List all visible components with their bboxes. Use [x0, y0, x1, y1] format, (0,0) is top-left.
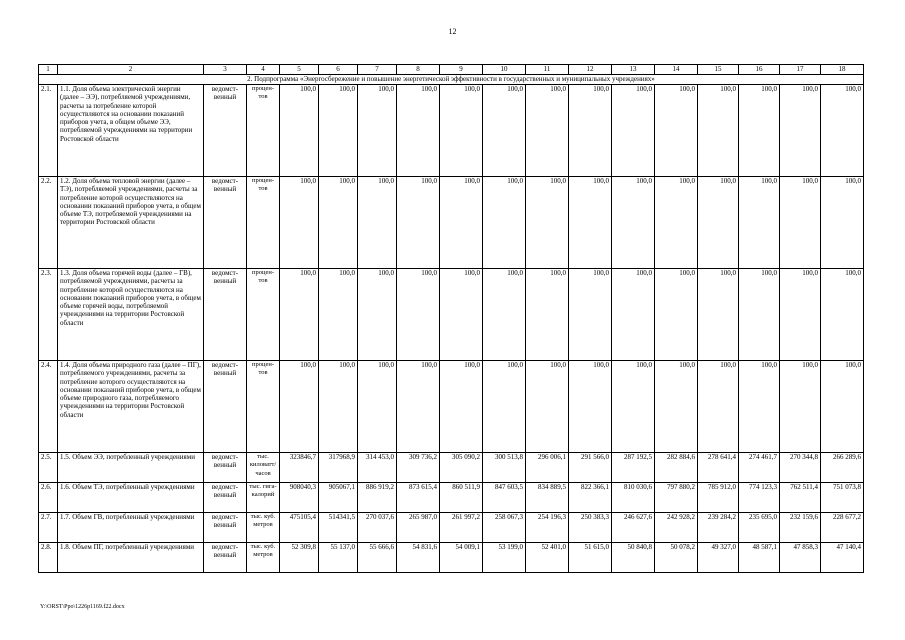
unit-of-measure: тыс. куб. метров	[247, 513, 280, 543]
value-cell: 908040,3	[280, 483, 319, 513]
value-cell: 55 666,6	[358, 543, 397, 573]
table-row	[39, 453, 864, 483]
header-cell: 3	[204, 65, 247, 75]
value-cell: 100,0	[319, 85, 358, 177]
value-cell: 847 603,5	[483, 483, 526, 513]
indicator-name: 1.1. Доля объема электрической энергии (далее – ЭЭ), потребляемой учреждениями, расчеты за потребление которой осуществляются на основании показаний приборов учета, в общем объеме ЭЭ, потребляемой учреждениями на территории Ростовской области	[58, 85, 204, 177]
unit-of-measure: процен- тов	[247, 269, 280, 361]
section-row	[39, 75, 864, 85]
value-cell: 100,0	[397, 361, 440, 453]
section-title: 2. Подпрограмма «Энергосбережение и повышение энергетической эффективности в государственных и муниципальных учреждениях»	[39, 75, 864, 85]
indicator-type: ведомст- венный	[204, 543, 247, 573]
value-cell: 100,0	[569, 85, 612, 177]
page-number: 12	[448, 27, 457, 36]
value-cell: 810 030,6	[612, 483, 655, 513]
value-cell: 100,0	[780, 85, 821, 177]
header-cell: 16	[739, 65, 780, 75]
indicators-table	[38, 64, 864, 573]
value-cell: 270 344,8	[780, 453, 821, 483]
header-cell: 14	[655, 65, 698, 75]
value-cell: 100,0	[280, 269, 319, 361]
value-cell: 100,0	[698, 85, 739, 177]
value-cell: 100,0	[526, 269, 569, 361]
value-cell: 305 090,2	[440, 453, 483, 483]
value-cell: 314 453,0	[358, 453, 397, 483]
value-cell: 100,0	[655, 177, 698, 269]
value-cell: 228 677,2	[821, 513, 864, 543]
row-number: 2.1.	[39, 85, 58, 177]
value-cell: 246 627,6	[612, 513, 655, 543]
table-row	[39, 513, 864, 543]
value-cell: 100,0	[358, 177, 397, 269]
value-cell: 258 067,3	[483, 513, 526, 543]
row-number: 2.6.	[39, 483, 58, 513]
value-cell: 100,0	[780, 177, 821, 269]
value-cell: 300 513,8	[483, 453, 526, 483]
value-cell: 100,0	[739, 177, 780, 269]
value-cell: 100,0	[821, 177, 864, 269]
value-cell: 100,0	[319, 361, 358, 453]
value-cell: 261 997,2	[440, 513, 483, 543]
value-cell: 100,0	[397, 177, 440, 269]
value-cell: 785 912,0	[698, 483, 739, 513]
indicator-name: 1.2. Доля объема тепловой энергии (далее – ТЭ), потребляемой учреждениями, расчеты за потребление которой осуществляются на основании показаний приборов учета, в общем объеме ТЭ, потребляемой учреждениями на территории Ростовской области	[58, 177, 204, 269]
value-cell: 274 461,7	[739, 453, 780, 483]
value-cell: 100,0	[319, 177, 358, 269]
header-row	[39, 65, 864, 75]
value-cell: 250 383,3	[569, 513, 612, 543]
value-cell: 100,0	[612, 361, 655, 453]
row-number: 2.4.	[39, 361, 58, 453]
value-cell: 834 889,5	[526, 483, 569, 513]
value-cell: 100,0	[483, 85, 526, 177]
value-cell: 254 196,3	[526, 513, 569, 543]
value-cell: 232 159,6	[780, 513, 821, 543]
indicator-type: ведомст- венный	[204, 269, 247, 361]
value-cell: 100,0	[655, 361, 698, 453]
header-cell: 7	[358, 65, 397, 75]
table-row	[39, 361, 864, 453]
value-cell: 100,0	[526, 85, 569, 177]
value-cell: 242 928,2	[655, 513, 698, 543]
value-cell: 100,0	[612, 269, 655, 361]
indicator-type: ведомст- венный	[204, 85, 247, 177]
indicator-name: 1.6. Объем ТЭ, потребленный учреждениями	[58, 483, 204, 513]
header-cell: 13	[612, 65, 655, 75]
value-cell: 100,0	[483, 177, 526, 269]
row-number: 2.7.	[39, 513, 58, 543]
value-cell: 54 831,6	[397, 543, 440, 573]
value-cell: 905067,1	[319, 483, 358, 513]
value-cell: 100,0	[780, 269, 821, 361]
value-cell: 100,0	[397, 269, 440, 361]
unit-of-measure: тыс. киловатт/ часов	[247, 453, 280, 483]
value-cell: 287 192,5	[612, 453, 655, 483]
value-cell: 475105,4	[280, 513, 319, 543]
value-cell: 296 006,1	[526, 453, 569, 483]
unit-of-measure: тыс. куб. метров	[247, 543, 280, 573]
value-cell: 100,0	[483, 361, 526, 453]
header-cell: 8	[397, 65, 440, 75]
value-cell: 100,0	[698, 177, 739, 269]
value-cell: 100,0	[280, 361, 319, 453]
value-cell: 100,0	[698, 269, 739, 361]
value-cell: 266 289,6	[821, 453, 864, 483]
value-cell: 52 401,0	[526, 543, 569, 573]
value-cell: 100,0	[440, 85, 483, 177]
value-cell: 860 511,9	[440, 483, 483, 513]
unit-of-measure: процен- тов	[247, 361, 280, 453]
value-cell: 100,0	[526, 177, 569, 269]
value-cell: 47 140,4	[821, 543, 864, 573]
value-cell: 762 511,4	[780, 483, 821, 513]
value-cell: 774 123,3	[739, 483, 780, 513]
header-cell: 12	[569, 65, 612, 75]
header-cell: 18	[821, 65, 864, 75]
value-cell: 100,0	[821, 361, 864, 453]
value-cell: 100,0	[821, 85, 864, 177]
value-cell: 100,0	[358, 85, 397, 177]
indicator-type: ведомст- венный	[204, 453, 247, 483]
header-cell: 1	[39, 65, 58, 75]
value-cell: 822 366,1	[569, 483, 612, 513]
value-cell: 317968,9	[319, 453, 358, 483]
value-cell: 100,0	[319, 269, 358, 361]
value-cell: 886 919,2	[358, 483, 397, 513]
value-cell: 100,0	[821, 269, 864, 361]
indicator-name: 1.5. Объем ЭЭ, потребленный учреждениями	[58, 453, 204, 483]
value-cell: 100,0	[397, 85, 440, 177]
value-cell: 55 137,0	[319, 543, 358, 573]
value-cell: 100,0	[780, 361, 821, 453]
value-cell: 323846,7	[280, 453, 319, 483]
value-cell: 100,0	[739, 269, 780, 361]
value-cell: 282 884,6	[655, 453, 698, 483]
value-cell: 100,0	[612, 85, 655, 177]
value-cell: 50 840,8	[612, 543, 655, 573]
row-number: 2.3.	[39, 269, 58, 361]
value-cell: 53 199,0	[483, 543, 526, 573]
value-cell: 751 073,8	[821, 483, 864, 513]
value-cell: 100,0	[358, 361, 397, 453]
value-cell: 100,0	[440, 361, 483, 453]
value-cell: 100,0	[358, 269, 397, 361]
value-cell: 100,0	[655, 269, 698, 361]
value-cell: 235 695,0	[739, 513, 780, 543]
value-cell: 100,0	[280, 85, 319, 177]
value-cell: 100,0	[569, 361, 612, 453]
value-cell: 100,0	[526, 361, 569, 453]
value-cell: 797 880,2	[655, 483, 698, 513]
file-path-footer: Y:\ORST\Ppo\1226p1169.f22.docx	[40, 604, 125, 610]
value-cell: 100,0	[698, 361, 739, 453]
value-cell: 51 615,0	[569, 543, 612, 573]
value-cell: 278 641,4	[698, 453, 739, 483]
header-cell: 5	[280, 65, 319, 75]
table-body	[39, 65, 864, 573]
unit-of-measure: тыс. гига- калорий	[247, 483, 280, 513]
value-cell: 100,0	[280, 177, 319, 269]
header-cell: 9	[440, 65, 483, 75]
value-cell: 270 037,6	[358, 513, 397, 543]
header-cell: 10	[483, 65, 526, 75]
value-cell: 100,0	[569, 269, 612, 361]
indicator-type: ведомст- венный	[204, 361, 247, 453]
value-cell: 48 587,1	[739, 543, 780, 573]
value-cell: 100,0	[612, 177, 655, 269]
value-cell: 309 736,2	[397, 453, 440, 483]
value-cell: 50 078,2	[655, 543, 698, 573]
indicator-type: ведомст- венный	[204, 177, 247, 269]
value-cell: 100,0	[440, 177, 483, 269]
indicator-name: 1.4. Доля объема природного газа (далее – ПГ), потребляемого учреждениями, расчеты за потребление которого осуществляются на основании показаний приборов учета, в общем объеме природного газа, потребляемого учреждениями на территории Ростовской области	[58, 361, 204, 453]
value-cell: 54 009,1	[440, 543, 483, 573]
header-cell: 17	[780, 65, 821, 75]
header-cell: 4	[247, 65, 280, 75]
table-row	[39, 483, 864, 513]
value-cell: 100,0	[655, 85, 698, 177]
row-number: 2.2.	[39, 177, 58, 269]
table-row	[39, 269, 864, 361]
header-cell: 15	[698, 65, 739, 75]
value-cell: 100,0	[483, 269, 526, 361]
indicator-type: ведомст- венный	[204, 483, 247, 513]
header-cell: 6	[319, 65, 358, 75]
value-cell: 47 858,3	[780, 543, 821, 573]
value-cell: 514341,5	[319, 513, 358, 543]
table-row	[39, 543, 864, 573]
header-cell: 2	[58, 65, 204, 75]
value-cell: 265 987,0	[397, 513, 440, 543]
indicator-type: ведомст- венный	[204, 513, 247, 543]
value-cell: 291 566,0	[569, 453, 612, 483]
value-cell: 100,0	[440, 269, 483, 361]
value-cell: 100,0	[739, 361, 780, 453]
value-cell: 52 309,8	[280, 543, 319, 573]
row-number: 2.8.	[39, 543, 58, 573]
indicator-name: 1.7. Объем ГВ, потребленный учреждениями	[58, 513, 204, 543]
indicator-name: 1.3. Доля объема горячей воды (далее – ГВ), потребляемой учреждениями, расчеты за потребление которой осуществляются на основании показаний приборов учета, в общем объеме горячей воды, потребляемой учреждениями на территории Ростовской области	[58, 269, 204, 361]
unit-of-measure: процен- тов	[247, 177, 280, 269]
value-cell: 100,0	[739, 85, 780, 177]
value-cell: 239 284,2	[698, 513, 739, 543]
unit-of-measure: процен- тов	[247, 85, 280, 177]
value-cell: 873 615,4	[397, 483, 440, 513]
header-cell: 11	[526, 65, 569, 75]
table-row	[39, 85, 864, 177]
indicator-name: 1.8. Объем ПГ, потребленный учреждениями	[58, 543, 204, 573]
value-cell: 49 327,0	[698, 543, 739, 573]
value-cell: 100,0	[569, 177, 612, 269]
table-row	[39, 177, 864, 269]
row-number: 2.5.	[39, 453, 58, 483]
